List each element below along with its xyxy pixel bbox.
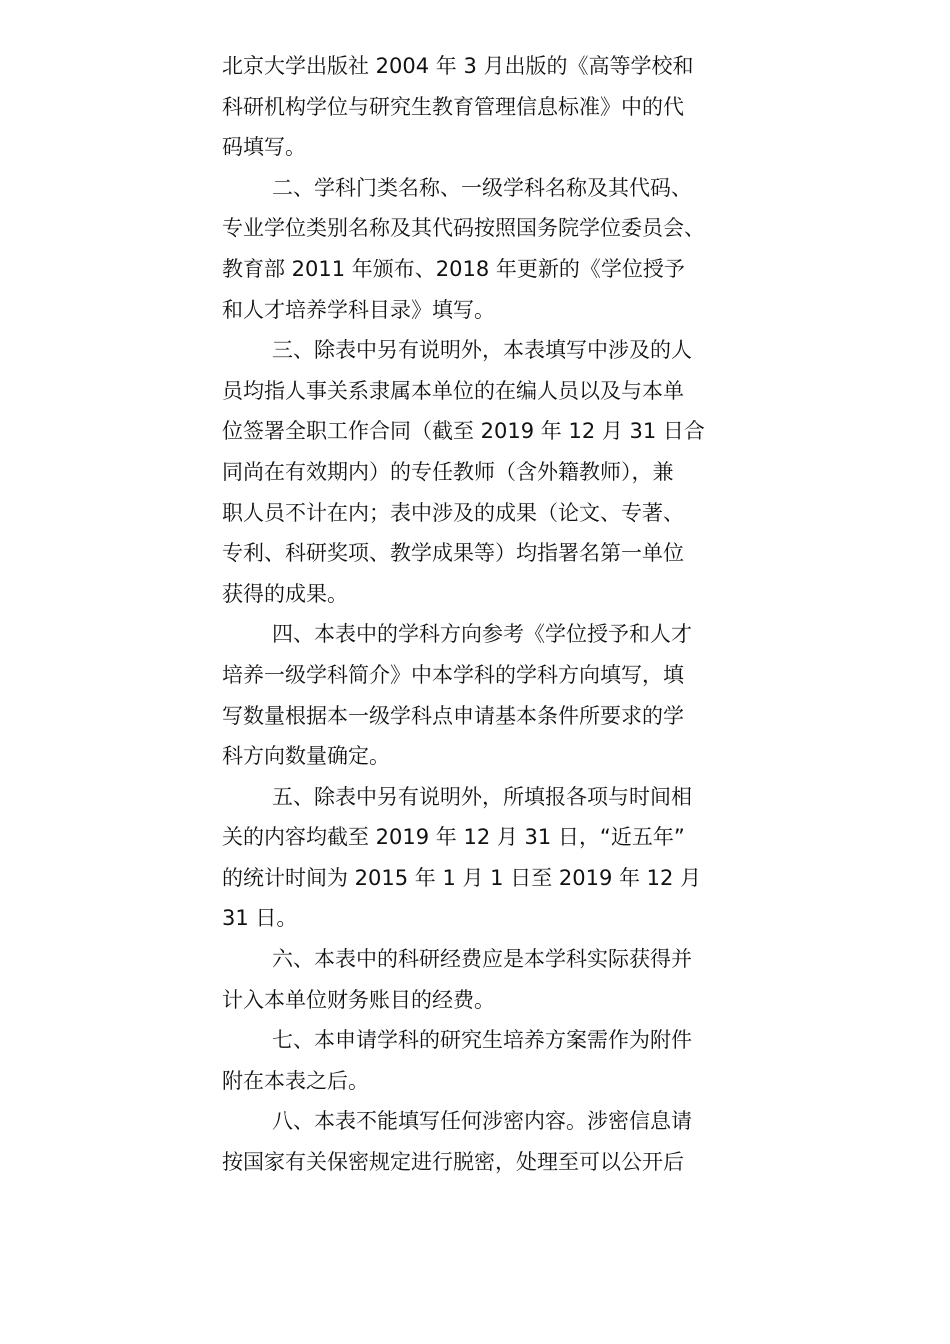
text-line: 获得的成果。: [222, 581, 348, 606]
text-line: 同尚在有效期内）的专任教师（含外籍教师），兼: [222, 459, 674, 484]
paragraph-2-start: 二、学科门类名称、一级学科名称及其代码、: [272, 175, 692, 200]
text-line: 职人员不计在内；表中涉及的成果（论文、专著、: [222, 500, 684, 525]
text-line: 计入本单位财务账目的经费。: [222, 987, 495, 1012]
text-line: 科方向数量确定。: [222, 744, 390, 769]
text-line: 按国家有关保密规定进行脱密，处理至可以公开后: [222, 1150, 684, 1175]
text-line: 关的内容均截至 2019 年 12 月 31 日，“近五年”: [222, 825, 685, 850]
paragraph-7-start: 七、本申请学科的研究生培养方案需作为附件: [272, 1028, 692, 1053]
paragraph-3-start: 三、除表中另有说明外，本表填写中涉及的人: [272, 338, 692, 363]
text-line: 写数量根据本一级学科点申请基本条件所要求的学: [222, 703, 684, 728]
text-line: 专利、科研奖项、教学成果等）均指署名第一单位: [222, 541, 684, 566]
text-line: 附在本表之后。: [222, 1068, 369, 1093]
text-line: 的统计时间为 2015 年 1 月 1 日至 2019 年 12 月: [222, 865, 702, 890]
text-line: 码填写。: [222, 135, 306, 160]
text-line: 培养一级学科简介》中本学科的学科方向填写，填: [222, 662, 684, 687]
text-line: 科研机构学位与研究生教育管理信息标准》中的代: [222, 94, 684, 119]
text-line: 北京大学出版社 2004 年 3 月出版的《高等学校和: [222, 54, 694, 78]
paragraph-4-start: 四、本表中的学科方向参考《学位授予和人才: [272, 622, 692, 647]
text-line: 位签署全职工作合同（截至 2019 年 12 月 31 日合: [222, 419, 705, 444]
paragraph-5-start: 五、除表中另有说明外，所填报各项与时间相: [272, 784, 692, 809]
text-line: 教育部 2011 年颁布、2018 年更新的《学位授予: [222, 256, 685, 281]
text-line: 31 日。: [222, 906, 298, 931]
text-line: 专业学位类别名称及其代码按照国务院学位委员会、: [222, 216, 705, 241]
document-body: [222, 46, 722, 1183]
paragraph-6-start: 六、本表中的科研经费应是本学科实际获得并: [272, 947, 692, 972]
text-line: 员均指人事关系隶属本单位的在编人员以及与本单: [222, 378, 684, 403]
paragraph-8-start: 八、本表不能填写任何涉密内容。涉密信息请: [272, 1109, 692, 1134]
text-line: 和人才培养学科目录》填写。: [222, 297, 495, 322]
